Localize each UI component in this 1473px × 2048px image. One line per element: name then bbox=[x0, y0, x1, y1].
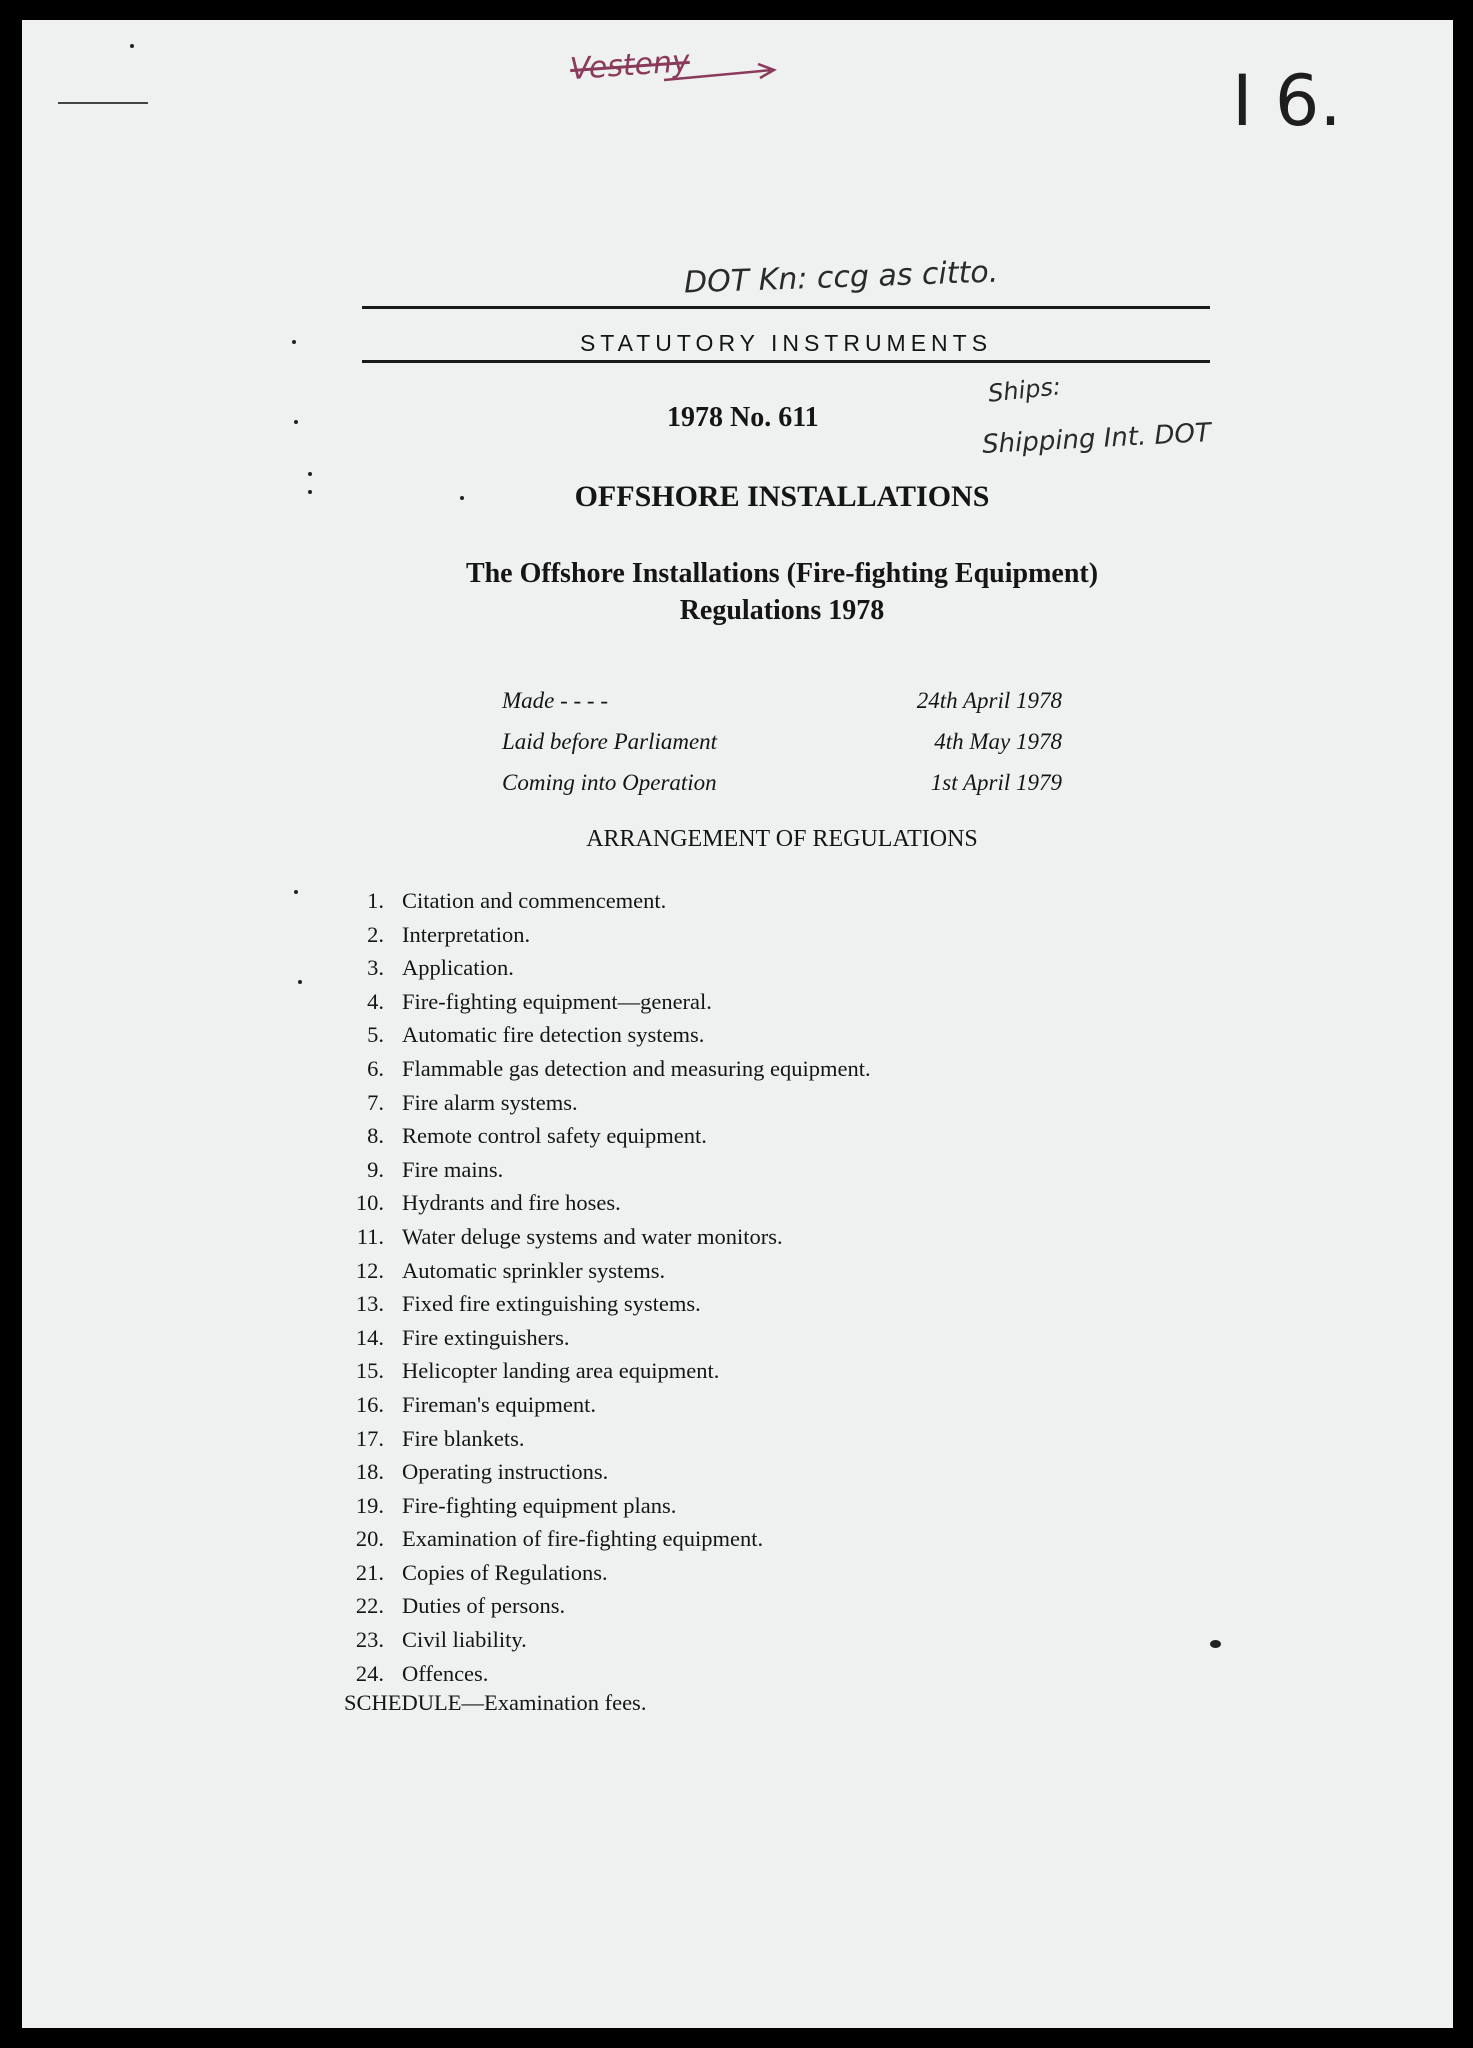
item-number: 5. bbox=[367, 1022, 384, 1048]
date-label: Made - - - - bbox=[502, 688, 609, 713]
scan-mark bbox=[1210, 1640, 1221, 1648]
item-title: Fixed fire extinguishing systems. bbox=[402, 1291, 701, 1317]
top-rule bbox=[362, 306, 1210, 309]
item-number: 17. bbox=[355, 1425, 384, 1451]
item-title: Fire blankets. bbox=[402, 1425, 525, 1451]
item-title: Fire-fighting equipment—general. bbox=[402, 988, 712, 1014]
item-title: Flammable gas detection and measuring equipment. bbox=[402, 1055, 871, 1081]
list-item bbox=[342, 1157, 1142, 1191]
instrument-number: 1978 No. 611 bbox=[667, 402, 819, 433]
arrangement-heading: ARRANGEMENT OF REGULATIONS bbox=[586, 826, 978, 852]
side-handwritten-note-2: Shipping Int. DOT bbox=[981, 418, 1212, 460]
scan-mark bbox=[294, 420, 298, 424]
list-item bbox=[342, 1493, 1142, 1527]
date-value: 24th April 1978 bbox=[916, 688, 1062, 713]
document-page bbox=[22, 20, 1453, 2028]
stamp-annotation: Vesteny bbox=[568, 43, 691, 88]
subject-heading: OFFSHORE INSTALLATIONS bbox=[574, 480, 990, 513]
list-item bbox=[342, 955, 1142, 989]
series-title: STATUTORY INSTRUMENTS bbox=[579, 330, 993, 356]
scan-mark bbox=[298, 980, 302, 984]
dates-block bbox=[502, 688, 1062, 811]
list-item bbox=[342, 1224, 1142, 1258]
bottom-rule bbox=[362, 360, 1210, 363]
file-reference: I 6. bbox=[1232, 60, 1342, 142]
item-number: 20. bbox=[355, 1526, 384, 1552]
item-number: 8. bbox=[367, 1123, 384, 1149]
scan-mark bbox=[308, 472, 312, 476]
item-number: 21. bbox=[355, 1559, 384, 1585]
item-number: 16. bbox=[355, 1391, 384, 1417]
item-title: Water deluge systems and water monitors. bbox=[402, 1223, 783, 1249]
item-number: 10. bbox=[355, 1190, 384, 1216]
item-number: 9. bbox=[367, 1156, 384, 1182]
item-number: 19. bbox=[355, 1492, 384, 1518]
side-handwritten-note-1: Ships: bbox=[986, 372, 1063, 408]
list-item bbox=[342, 1358, 1142, 1392]
list-item bbox=[342, 1291, 1142, 1325]
item-title: Fire-fighting equipment plans. bbox=[402, 1492, 677, 1518]
list-item bbox=[342, 1190, 1142, 1224]
scan-dash bbox=[58, 102, 148, 104]
item-title: Operating instructions. bbox=[402, 1459, 609, 1485]
item-title: Offences. bbox=[402, 1660, 489, 1686]
item-number: 11. bbox=[356, 1223, 384, 1249]
item-number: 1. bbox=[367, 888, 384, 913]
item-number: 22. bbox=[355, 1593, 384, 1619]
regulation-title-line-2: Regulations 1978 bbox=[679, 595, 885, 626]
item-title: Hydrants and fire hoses. bbox=[402, 1190, 621, 1216]
item-title: Application. bbox=[402, 955, 514, 981]
item-title: Fire extinguishers. bbox=[402, 1324, 570, 1350]
date-row-made bbox=[502, 688, 1062, 729]
list-item bbox=[342, 1593, 1142, 1627]
scan-mark bbox=[292, 340, 296, 344]
date-row-operation bbox=[502, 770, 1062, 811]
item-number: 23. bbox=[355, 1627, 384, 1653]
list-item bbox=[342, 1627, 1142, 1661]
item-number: 3. bbox=[367, 955, 384, 981]
scan-mark bbox=[460, 496, 464, 500]
list-item bbox=[342, 1459, 1142, 1493]
date-label: Coming into Operation bbox=[502, 770, 717, 795]
list-item bbox=[342, 1022, 1142, 1056]
item-number: 24. bbox=[355, 1660, 384, 1686]
item-number: 18. bbox=[355, 1459, 384, 1485]
item-number: 12. bbox=[355, 1257, 384, 1283]
item-title: Fire alarm systems. bbox=[402, 1089, 578, 1115]
list-item bbox=[342, 1392, 1142, 1426]
list-item bbox=[342, 1123, 1142, 1157]
list-item bbox=[342, 1090, 1142, 1124]
item-title: Fire mains. bbox=[402, 1156, 504, 1182]
item-title: Examination of fire-fighting equipment. bbox=[402, 1526, 764, 1552]
item-title: Automatic sprinkler systems. bbox=[402, 1257, 666, 1283]
item-title: Interpretation. bbox=[402, 921, 531, 947]
item-number: 6. bbox=[367, 1055, 384, 1081]
item-title: Helicopter landing area equipment. bbox=[402, 1358, 720, 1384]
item-number: 7. bbox=[367, 1089, 384, 1115]
date-value: 4th May 1978 bbox=[934, 729, 1062, 754]
list-item bbox=[342, 989, 1142, 1023]
scan-mark bbox=[294, 890, 298, 894]
item-title: Copies of Regulations. bbox=[402, 1559, 608, 1585]
list-item bbox=[342, 1056, 1142, 1090]
item-title: Duties of persons. bbox=[402, 1593, 566, 1619]
item-title: Civil liability. bbox=[402, 1627, 527, 1653]
item-number: 4. bbox=[367, 988, 384, 1014]
item-title: Automatic fire detection systems. bbox=[402, 1022, 705, 1048]
item-title: Fireman's equipment. bbox=[402, 1391, 597, 1417]
header-handwritten-note: DOT Kn: ccg as citto. bbox=[683, 254, 999, 301]
stamp-arrow bbox=[662, 58, 782, 88]
item-number: 14. bbox=[355, 1324, 384, 1350]
list-item bbox=[342, 1325, 1142, 1359]
list-item bbox=[342, 1560, 1142, 1594]
schedule-entry: SCHEDULE—Examination fees. bbox=[344, 1690, 647, 1715]
date-row-laid bbox=[502, 729, 1062, 770]
regulation-title-line-1: The Offshore Installations (Fire-fighting Equipment) bbox=[465, 558, 1099, 589]
list-item bbox=[342, 1258, 1142, 1292]
scan-mark bbox=[130, 44, 134, 48]
list-item bbox=[342, 1526, 1142, 1560]
item-number: 2. bbox=[367, 921, 384, 947]
date-value: 1st April 1979 bbox=[930, 770, 1062, 795]
item-title: Citation and commencement. bbox=[402, 888, 667, 913]
item-number: 15. bbox=[355, 1358, 384, 1384]
item-number: 13. bbox=[355, 1291, 384, 1317]
date-label: Laid before Parliament bbox=[502, 729, 718, 754]
list-item bbox=[342, 922, 1142, 956]
list-item bbox=[342, 1426, 1142, 1460]
scan-mark bbox=[308, 490, 312, 494]
list-item bbox=[342, 888, 1142, 922]
item-title: Remote control safety equipment. bbox=[402, 1123, 707, 1149]
regulations-list bbox=[342, 888, 1142, 1694]
